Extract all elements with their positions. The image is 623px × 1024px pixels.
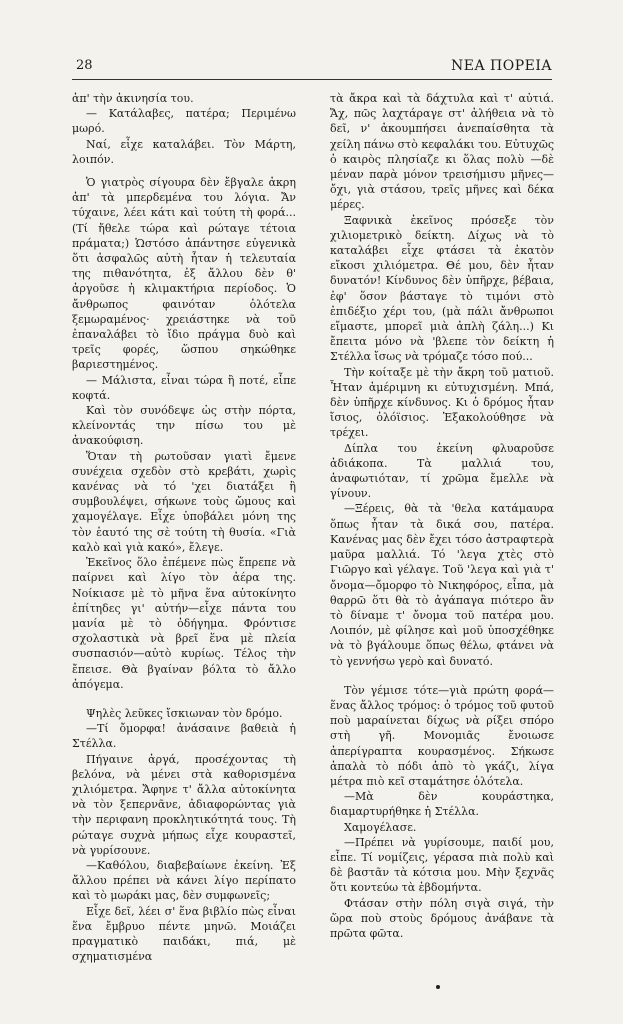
paragraph: Ναί, εἶχε καταλάβει. Τὸν Μάρτη, λοιπόν.: [72, 137, 296, 166]
paragraph: Χαμογέλασε.: [344, 820, 417, 834]
paragraph: Τὴν κοίταξε μὲ τὴν ἄκρη τοῦ ματιοῦ. Ἦταν ἀμέριμνη κι εὐτυχισμένη. Μπά, δὲν ὑπῆρχε κίνδυνος. Κι ὁ δρόμος ἦταν ἴσιος, ὁλόϊσιος. Ἐξακολούθησε νὰ τρέχει.: [330, 365, 554, 440]
paragraph: —Τί ὄμορφα! ἀνάσαινε βαθειὰ ἡ Στέλλα.: [72, 722, 296, 751]
paragraph: —Πρέπει νὰ γυρίσουμε, παιδί μου, εἶπε. Τί νομίζεις, γέρασα πιὰ πολὺ καὶ δὲ βαστᾶν τὰ κότσια μου. Μὴν ξεχνᾶς ὅτι κοντεύω τὰ ἑβδομήντα.: [330, 835, 554, 895]
paragraph: Καὶ τὸν συνόδεψε ὡς στὴν πόρτα, κλείνοντάς την πίσω του μὲ ἀνακούφιση.: [72, 404, 296, 448]
paragraph: — Κατάλαβες, πατέρα; Περιμένω μωρό.: [72, 107, 296, 136]
right-column: [330, 91, 554, 941]
paragraph: —Καθόλου, διαβεβαίωνε ἐκείνη. Ἐξ ἄλλου πρέπει νὰ κάνει λίγο περίπατο καὶ τὸ μωράκι μας, δὲν συμφωνεῖς;: [72, 858, 296, 903]
paragraph: Φτάσαν στὴν πόλη σιγὰ σιγά, τὴν ὥρα ποὺ στοὺς δρόμους ἀνάβανε τὰ πρῶτα φῶτα.: [330, 896, 554, 940]
paragraph: ἀπ' τὴν ἀκινησία του.: [72, 92, 194, 105]
page-header: [72, 58, 552, 78]
paragraph: Εἶχε δεῖ, λέει σ' ἕνα βιβλίο πὼς εἶναι ἕνα ἔμβρυο πέντε μηνῶ. Μοιάζει πραγματικὸ παιδάκι, πιά, μὲ σχηματισμένα: [72, 904, 296, 964]
journal-title: ΝΕΑ ΠΟΡΕΙΑ: [451, 58, 552, 74]
paragraph: τὰ ἄκρα καὶ τὰ δάχτυλα καὶ τ' αὐτιά. Ἄχ, πῶς λαχτάραγε στ' ἀλήθεια νὰ τὸ δεῖ, ν' ἀκουμπήσει ἀνεπαίσθητα τὰ χείλη πάνω στὸ κεφαλάκι του. Εὐτυχῶς ὁ καιρὸς πλησίαζε κι ὅλας πολὺ —δὲ μέναν παρὰ μόνον τρεισήμισυ μῆνες—ὄχι, γιὰ στάσου, τρεῖς μῆνες καὶ δέκα μέρες.: [330, 92, 554, 212]
paragraph: —Μὰ δὲν κουράστηκα, διαμαρτυρήθηκε ἡ Στέλλα.: [330, 790, 554, 819]
paragraph: Ὅταν τὴ ρωτοῦσαν γιατὶ ἔμενε συνέχεια σχεδὸν στὸ κρεβάτι, χωρὶς κανένας νὰ τό 'χει διατάξει ἢ συμβουλέψει, σήκωνε τοὺς ὤμους καὶ χαμογέλαγε. Εἶχε ὑποβάλει μόνη της τὸν ἑαυτό της σὲ τούτη τὴ θυσία. «Γιὰ καλὸ καὶ γιὰ κακό», ἔλεγε.: [72, 449, 296, 554]
footer-dot: [436, 985, 440, 989]
paragraph: Ξαφνικὰ ἐκεῖνος πρόσεξε τὸν χιλιομετρικὸ δείκτη. Δίχως νὰ τὸ καταλάβει εἶχε φτάσει τὰ ἑκατὸν εἴκοσι χιλιόμετρα. Θέ μου, δὲν ἦταν δυνατόν! Κίνδυνος δὲν ὑπῆρχε, βέβαια, ἐφ' ὅσον βάσταγε τὸ τιμόνι στὸ ἐπιδέξιο χέρι του, (μὰ πάλι ἄνθρωποι εἴμαστε, μπορεῖ μιὰ ἀπλὴ ζάλη...) Κι ἔπειτα μόνο νὰ 'βλεπε τὸν δείκτη ἡ Στέλλα ἴσως νὰ τρόμαζε τόσο πού...: [330, 213, 554, 364]
paragraph: Πήγαινε ἀργά, προσέχοντας τὴ βελόνα, νὰ μένει στὰ καθορισμένα χιλιόμετρα. Ἄφηνε τ' ἄλλα αὐτοκίνητα νὰ τὸν ξεπερνᾶνε, ἀδιαφορώντας γιὰ τὴν περιφανη προκλητικότητά τους. Τὴ ρώταγε συχνὰ μήπως εἶχε κουραστεῖ, νὰ γυρίσουνε.: [72, 752, 296, 857]
paragraph: Ψηλὲς λεῦκες ἴσκιωναν τὸν δρόμο.: [86, 706, 283, 720]
paragraph: Δίπλα του ἐκείνη φλυαροῦσε ἀδιάκοπα. Τὰ μαλλιά του, ἀναφωτιόταν, τί χρῶμα ἔμελλε νὰ γίνουν.: [330, 441, 554, 501]
page-number: 28: [76, 58, 93, 73]
paragraph: Ἐκεῖνος ὅλο ἐπέμενε πὼς ἔπρεπε νὰ παίρνει καὶ λίγο τὸν ἀέρα της. Νοίκιασε μὲ τὸ μῆνα ἕνα αὐτοκίνητο ἐπίτηδες γι' αὐτήν—εἶχε πάντα του μανία μὲ τὸ ὁδήγημα. Φρόντισε σχολαστικὰ νὰ βρεῖ ἕνα μὲ πλεία συσπασιόν—αὐτὸ κυρίως. Τέλος τὴν ἔπεισε. Θὰ βγαίναν βόλτα τὸ ἄλλο ἀπόγεμα.: [72, 556, 296, 691]
paragraph: — Μάλιστα, εἶναι τώρα ἢ ποτέ, εἶπε κοφτά.: [72, 373, 296, 402]
header-rule: [72, 79, 552, 80]
left-column: [72, 91, 296, 964]
paragraph: Ὁ γιατρὸς σίγουρα δὲν ἔβγαλε ἀκρη ἀπ' τὰ μπερδεμένα του λόγια. Ἄν τύχαινε, λέει κάτι καὶ τούτη τὴ φορά... (Τί ἤθελε τώρα καὶ ρώταγε τέτοια πράματα;) Ὡστόσο ἀπάντησε εὐγενικὰ ὅτι ἀσφαλῶς αὐτὴ ἦταν ἡ τελευταία της πιθανότητα, ἐξ ἄλλου δὲν θ' ἀργοῦσε ἡ κλιμακτήρια περίοδος. Ὁ ἄνθρωπος φαινόταν ὁλότελα ξεμωραμένος· χρειάστηκε νὰ τοῦ ἐπαναλάβει τὸ ἴδιο πράγμα δυὸ καὶ τρεῖς φορές, ὥσπου σηκώθηκε βαριεστημένος.: [72, 176, 296, 372]
paragraph: —Ξέρεις, θὰ τὰ 'θελα κατάμαυρα ὅπως ἦταν τὰ δικά σου, πατέρα. Κανένας μας δὲν ἔχει τόσο ἀστραφτερὰ μαῦρα μαλλιά. Τό 'λεγα χτὲς στὸ Γιῶργο καὶ γέλαγε. Τοῦ 'λεγα καὶ γιὰ τ' ὄνομα—ὄμορφο τὸ Νικηφόρος, εἶπα, μὰ θαρρῶ ὅτι θὰ τὸ ἀγάπαγα πιότερο ἂν τὸ δίναμε τ' ὄνομα τοῦ πατέρα μου. Λοιπόν, μὲ φίλησε καὶ μοῦ ὑποσχέθηκε νὰ τὸ βγάλουμε ὅπως θέλω, φτάνει νὰ τὸ γεννήσω γερὸ καὶ δυνατό.: [330, 502, 554, 668]
paragraph: Τὸν γέμισε τότε—γιὰ πρώτη φορά— ἕνας ἄλλος τρόμος: ὁ τρόμος τοῦ φυτοῦ ποὺ μαραίνεται δίχως νὰ ρίξει σπόρο στὴ γῆ. Μονομιᾶς ἔνοιωσε ἀπερίγραπτα κουρασμένος. Σήκωσε ἀπαλὰ τὸ πόδι ἀπὸ τὸ γκάζι, λίγα μέτρα πιὸ κεῖ σταμάτησε ὁλότελα.: [330, 683, 554, 788]
